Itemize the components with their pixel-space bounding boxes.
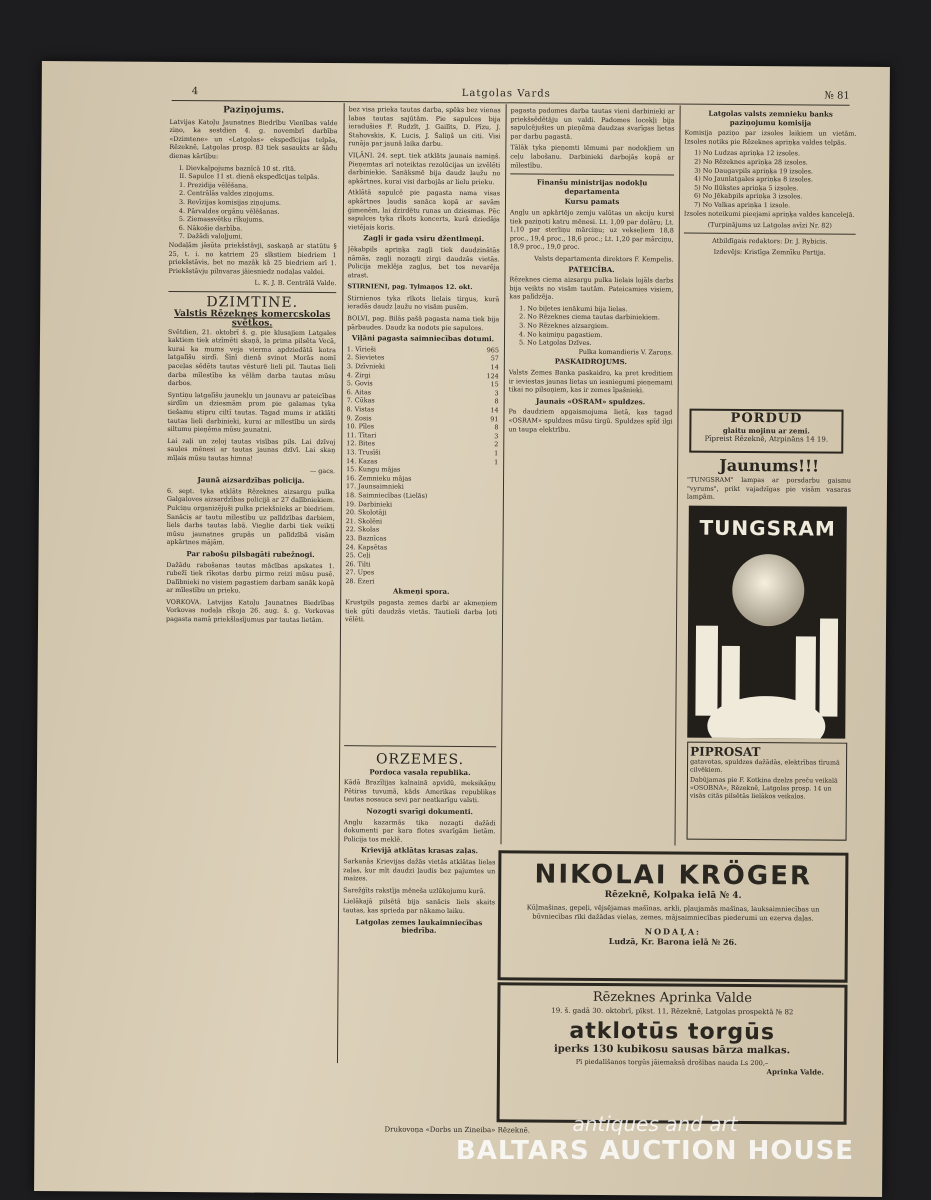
list-item: 26. Tilti	[345, 559, 371, 569]
list-item: 7) No Valkas apriņķa 1 izsole.	[693, 200, 791, 210]
table-cell-name: 9. Zosis	[346, 413, 372, 422]
ad-porduda	[689, 409, 843, 454]
article-subheading: Par rabošu pilsbagāti rubežnogi.	[186, 548, 315, 559]
section-rule	[344, 745, 496, 747]
article-subheading: Kursu pamats	[564, 197, 620, 207]
table-cell-value: 57	[490, 354, 499, 363]
list-item: 20. Skolotāji	[345, 508, 387, 517]
ad-piprosat-text-2: Dabūjamas pie F. Kotkina dzelzs preču veikalā «OSOBNA», Rēzeknē, Latgolas prosp. 14 un visās citās pilsētās lielākos veikalos.	[689, 776, 838, 801]
article-text: Angļu un apkārtējo zemju valūtas un akciju kursi tiek paziņoti katru mēnesi. Lt. 1,09 par dolāru; Lt. 1,10 par sterliņu mārciņu; uz vekseļiem 18,8 proc., 19,4 proc., 18,6 proc.; Lt. 1,20 par mārciņu, 18,9 proc., 19,0 proc.	[509, 208, 674, 252]
tungsram-logo-text: TUNGSRAM	[699, 515, 836, 541]
article-text: Syntiņu latgalīšu jaunekļu un jaunavu ar pateicības sirdīm un dziesmām prom pie galamas tyka tiešamu stipru ciltī tautas. Tagad mums ir atklāti tautas lieli darbinieki, kurai ar mīlestību un sirds siltumu pieņēma mūsu jaunatni.	[167, 390, 336, 434]
list-item: II. Sapulce 11 st. dienā ekspedīcijas telpās.	[179, 172, 320, 182]
watermark-line-1: antiques and art	[572, 1112, 738, 1136]
list-item: 21. Skolēni	[345, 516, 383, 526]
kroger-text: Kūļmašinas, gepeļi, vējsējamas mašīnas, arkli, pļaujamās mašīnas, lauksaimniecības un būvniecības rīki dažādas vielas, zemes, mājsaimniecības piederumi un ezerva daļas.	[526, 903, 820, 923]
list-item: 6. Nākošie darbība.	[178, 223, 243, 233]
list-item: 4) No Jaunlatgales apriņķa 8 izsoles.	[694, 174, 813, 184]
table-cell-name: 5. Govis	[346, 379, 373, 388]
ad-kroger	[498, 850, 849, 982]
list-item: 16. Zemnieku mājas	[346, 473, 412, 483]
article-text: Komisija paziņo par izsoles laikiem un vietām. Izsoles notiks pie Rēzeknes apriņķa valdes telpās.	[684, 128, 857, 147]
aprinka-subtitle: iperks 130 kubikosu sausas bārza malkas.	[553, 1043, 791, 1057]
table-cell-name: 2. Sievietes	[346, 353, 385, 362]
table-cell-value: 3	[494, 389, 499, 398]
article-text: Kādā Brazīlijas kalnainā apvidū, meksikāņu Pētiras tuvumā, kāds Amerikas republikas tautas nosauca sevi par neatkarīgu valsti.	[343, 778, 496, 805]
article-subheading: Jaunais «OSRAM» spuldzes.	[535, 396, 646, 407]
aprinka-title: Rēzeknes Aprinka Valde	[592, 989, 753, 1007]
list-item: 7. Dažādi valoļjumi.	[178, 232, 243, 241]
ad-porduda-address: Pīpreist Rēzeknē, Atrpināns 14 19.	[704, 434, 829, 444]
list-item: 3. No Rēzeknes aizsargiem.	[519, 321, 609, 331]
page-number: 4	[191, 86, 199, 98]
article-subheading: Jaunā aizsardzības policija.	[197, 475, 305, 486]
table-cell-value: 8	[494, 397, 499, 406]
article-signature: Valsts departamenta direktors F. Kempelis.	[534, 254, 674, 264]
article-text: Tālāk tyka pieņemti lēmumi par nodokļiem un ceļu labošanu. Darbinieki darbojās kopā ar mīlestību.	[510, 143, 675, 170]
list-item: 3) No Daugavpils apriņķa 19 izsoles.	[694, 166, 814, 176]
section-title-orzemes: ORZEMES.	[376, 751, 465, 769]
article-text: Krustpils pagasta zemes darbi ar akmeņiem tiek gūti daudzās vietās. Tautieši darba ļoti vēlēti.	[345, 598, 498, 624]
section-rule	[168, 291, 336, 293]
table-cell-value: 14	[490, 406, 499, 415]
list-item: 22. Skolas	[345, 525, 380, 534]
article-headline: Valstis Rēzeknes komercskolas svētkos.	[173, 309, 331, 329]
list-item: 25. Ceļi	[345, 551, 371, 560]
table-cell-name: 1. Vīrieši	[346, 345, 376, 354]
table-cell-name: 8. Vistas	[346, 405, 375, 414]
editor-line: Atbildīgais redaktors: Dr. J. Rybicis.	[712, 236, 828, 246]
list-item: 1. No biļetes ienākumi bija lielas.	[519, 304, 628, 314]
table-cell-value: 965	[486, 346, 499, 355]
article-text: pagasta padomes darba tautas vieni darbinieki ar priekšsēdētāju un valdi. Padomes locekļi bija sapulcējušies un pieņēma daudzas svarīgas lietas par darbu pagastā.	[510, 106, 675, 141]
aprinka-big-title: atklotūs torgūs	[569, 1018, 776, 1046]
article-text: VIĻĀNI. 24. sept. tiek atklāts jaunais namiņš. Pieņemtas arī noteiktas rezolūcijas un izvēlēti darbiniekie. Sanāksmē bija daudz ļaužu no apkārtnes, kurai visi darbojās ar lielu prieku.	[348, 151, 501, 186]
building-icon	[819, 618, 838, 716]
article-text: (Turpinājums uz Latgolas avīzi Nr. 82)	[707, 220, 832, 230]
article-text: Sarkanās Krievijas dažās vietās atklātas lielas zaļas, kur mīt daudzi ļaudis bez pajumtes un maizes.	[343, 857, 496, 883]
table-cell-name: 7. Cūkas	[346, 396, 375, 405]
column-1	[163, 104, 338, 1115]
article-text: Lai zaļi un zeļoj tautas visības pils. Lai dzīvoj sauļes mēnesi ar tautas jaunas dzīvī. Lai skaņ mīļais mūsu tautas himna!	[167, 436, 336, 463]
table-cell-name: 3. Dzīvnieki	[346, 362, 385, 371]
table-title: Viļāni pagasta saimniecības dotumi.	[351, 333, 495, 344]
statistics-list	[345, 465, 498, 586]
list-item: 4. No kaimiņu pagastiem.	[519, 330, 603, 339]
list-item: 24. Kapsētas	[345, 542, 388, 551]
list-item: 17. Jaunsaimnieki	[345, 482, 404, 491]
ad-piprosat-title: PIPROSAT	[690, 744, 761, 760]
list-item: 5) No Ilūkstes apriņķa 5 izsoles.	[694, 183, 799, 193]
article-subheading: Finanšu ministrijas nodokļu departamenta	[536, 177, 648, 196]
kroger-address: Rēzeknē, Kolpaka ielā № 4.	[604, 890, 742, 901]
list-item: 1) No Ludzas apriņķa 12 izsoles.	[694, 148, 801, 158]
article-subheading: Akmeņi spora.	[392, 586, 450, 597]
notice-text: Latvijas Katoļu Jaunatnes Biedrību Vienības valde ziņo, ka sestdien 4. g. novembrī darbība «Dzimtene» un «Latgolas» ekspedīcijas telpās, Rēzeknē, Latgolas prosp. 83 tiek sasaukts ar šādu dienas kārtību:	[169, 117, 338, 161]
article-signature: Pulka komandieris V. Zaroņs.	[578, 347, 673, 357]
article-text: Stirnienos tyka rīkots lielais tirgus, kurā ieradās daudz ļaužu no visām pusēm.	[347, 294, 500, 312]
list-item: 3. Revīzijas komisijas ziņojums.	[178, 197, 281, 207]
column-3	[506, 106, 675, 842]
article-text: bez visa prieka tautas darba, spēks bez vienas labas tautas sajūtām. Pie sapulces bija ieradušies F. Rudzīt, J. Gailīts, D. Pīzu, J. Stahovskis, K. Lucis, J. Šaliņš un citi. Visi runāja par jaunā laika darbu.	[348, 105, 501, 149]
table-cell-value: 2	[494, 440, 499, 449]
section-rule	[684, 232, 856, 234]
publisher-line: Izdevējs: Kristīga Zemnīku Partija.	[713, 248, 826, 257]
table-cell-value: 8	[494, 423, 499, 432]
table-cell-name: 13. Trusīši	[346, 448, 381, 457]
section-rule	[510, 173, 674, 175]
ad-porduda-title: PORDUD	[730, 410, 803, 427]
table-cell-name: 14. Kazas	[346, 456, 378, 465]
list-item: 15. Kungu mājas	[346, 465, 401, 474]
ad-aprinka	[497, 982, 848, 1124]
table-cell-name: 10. Pīles	[346, 422, 375, 431]
list-item: 2. No Rēzeknes ciema tautas darbiniekiem.	[519, 312, 660, 322]
article-text: Lielākajā pilsētā bija sanācis liels skaits tautas, kas sprieda par nākamo laiku.	[343, 897, 496, 915]
article-text: 6. sept. tyka atklāts Rēzeknes aizsargu pulka Galgaloves aizsardzības policijā ar 27 daļībniekiem. Pulciņu organizējuši pulka priekšnieks ar biedriem. Sanācis ar tautu mīlestību uz palīdzības darbiem, liels darbs tautas labā. Vieglie darbi tiek veikti mūsu jaunatnes grupās un palīdzībā visām apkārtnes mājām.	[166, 486, 335, 547]
ad-jaunums-title: Jaunums!!!	[719, 455, 820, 476]
list-item: I. Dievkalpojums baznīcā 10 st. rītā.	[179, 163, 296, 173]
column-divider	[674, 106, 680, 846]
article-text: Sarežģīts rakstīja mēneša uzlūkojumu kurā.	[343, 885, 486, 895]
article-text: Jēkabpils apriņķa zagļi tiek daudzinātās nāmās, zagļi nozagti zirgi daudzās vietās. Policija meklēja zagļus, bet tos nevarēja atrast.	[347, 245, 500, 280]
table-cell-value: 1	[494, 457, 499, 466]
notice-text-2: Nodaļām jāsūta priekšstāvji, saskaņā ar statūtu § 25, t. i. no katriem 25 sīkstiem biedriem 1 priekšstāvis, bet no mazāk kā 25 biedriem arī 1. Priekšstāvju pilnvaras jāiesniedz nodaļas valdei.	[168, 240, 337, 276]
article-subheading: Pordoca vasala republika.	[369, 766, 471, 777]
watermark	[440, 1112, 870, 1172]
article-text: Izsoles noteikumi pieejami apriņķa valdes kancelejā.	[683, 209, 855, 219]
article-text: STIRNIENI, pag. Tylmaņos 12. okt.	[347, 282, 473, 292]
section-title-dzimtine: DZIMTINE.	[206, 294, 299, 311]
ad-jaunums-text: "TUNGSRAM" lampas ar porsdarbu gaismu "vyrums", prikt vajadzīgas pie visām vasaras lampām.	[686, 475, 852, 501]
orzemes-section	[342, 749, 496, 1105]
ad-piprosat	[687, 742, 848, 841]
aprinka-text: 19. š. gadā 30. oktobrī, pīkst. 11, Rēzeknē, Latgolas prospektā № 82	[551, 1006, 794, 1017]
list-item: 18. Saimniecības (Lielās)	[345, 491, 428, 500]
table-cell-value: 1	[494, 449, 499, 458]
table-cell-value: 124	[486, 371, 499, 380]
column-2	[344, 105, 500, 746]
list-item: 1. Prezidija vēlēšana.	[179, 180, 249, 190]
notice-signature: L. K. J. B. Centrālā Valde.	[254, 278, 337, 288]
article-text: BOLVI, pag. Bilās pašā pagasta nama tiek bija pārbaudes. Daudz ka nodots pie sapulces.	[347, 314, 500, 332]
article-text: Valsts Zemes Banka paskaidro, ka pret kreditiem ir ieviestas jaunas lietas un iesniegumi pieņemami tikai no pilsoņiem, kas ir zemes īpašnieki.	[508, 368, 673, 395]
column-4	[683, 108, 857, 399]
kroger-branch-label: NODAĻA:	[644, 926, 702, 937]
article-signature: — gacs.	[309, 466, 336, 475]
list-item: 6) No Jēkabpils apriņķa 3 izsoles.	[694, 191, 803, 201]
table-cell-value: 3	[494, 432, 499, 441]
article-text: VORKOVA. Latvijas Katoļu Jaunatnes Biedrības Vorkovas nodaļa rīkoja 26. aug. š. g. Vorkovas pagasta namā priekšlasījumus par tautas lietām.	[166, 597, 335, 625]
list-item: 2) No Rēzeknes apriņķa 28 izsoles.	[694, 157, 808, 167]
article-subheading: PATEICĪBA.	[568, 264, 615, 274]
issue-number: № 81	[824, 90, 850, 102]
light-bulb-icon	[732, 554, 805, 627]
list-item: 2. Centrālās valdes ziņojums.	[179, 189, 275, 199]
newspaper-page	[34, 61, 890, 1197]
article-text: Rēzeknes ciema aizsargu pulka lielais lojāls darbs bija veikts no visām tautām. Pateicamies visiem, kas palīdzēja.	[509, 275, 674, 301]
list-item: 28. Ezeri	[345, 577, 375, 586]
kroger-branch-address: Ludzā, Kr. Barona ielā № 26.	[608, 936, 737, 947]
notice-title: Paziņojums.	[223, 105, 285, 116]
article-subheading: Nozogti svarīgi dokumenti.	[366, 806, 474, 817]
paper-name: Latgolas Vards	[461, 87, 551, 100]
kroger-name: NIKOLAI KRÖGER	[534, 859, 813, 892]
table-cell-name: 11. Tītari	[346, 430, 377, 440]
aprinka-text-2: Pī piedalīšanos torgūs jāiemaksā drošības nauda Ls 200,–	[575, 1057, 769, 1068]
ad-tungsram	[687, 506, 847, 739]
list-item: 19. Darbinieki	[345, 499, 393, 509]
printer-line: Drukovoņa «Dorbs un Zineiba» Rēzeknē.	[384, 1125, 531, 1135]
article-text: Pa daudziem apgaismojuma lietā, kas tagad «OSRAM» spuldzes mūsu tirgū. Spuldzes spīd ilgi un taupa elektrību.	[508, 407, 673, 434]
ad-piprosat-text: gatavotas, spuldzes dažādās, elektrības tīrumā cilvēkiem.	[689, 758, 840, 774]
article-text: Dažādu rabošanas tautas mācības apskates 1. rubežī tiek rīkotas darbu pirmo reizi mūsu pusē. Dalībnieki no visiem pagastiem darbam sanāk kopā ar mīlestību un prieku.	[166, 560, 335, 595]
article-subheading: PASKAIDROJUMS.	[554, 357, 627, 367]
watermark-line-2: BALTARS AUCTION HOUSE	[455, 1136, 855, 1166]
article-subheading: Latgolas valsts zemnieku banks paziņojumu komisija	[708, 108, 833, 128]
aprinka-signature: Aprinka Valde.	[766, 1067, 824, 1077]
table-cell-name: 4. Zirgi	[346, 370, 371, 379]
article-text: Atklātā sapulcē pie pagasta nama visas apkārtnes ļaudis sanāca kopā ar savām ģimenēm, lai dzirdētu runas un dziesmas. Pēc sapulces tyka rīkots koncerts, kurā dziedāja vietējais koris.	[347, 188, 501, 232]
table-cell-value: 15	[490, 380, 499, 389]
list-item: 4. Pārvaldes orgānu vēlēšanas.	[178, 206, 280, 216]
building-icon	[695, 626, 718, 716]
article-subheading: Krievijā atklātas krasas zaļas.	[360, 845, 479, 856]
list-item: 27. Upes	[345, 568, 375, 577]
ad-porduda-line: glaitu mojinu ar zemi.	[722, 425, 810, 436]
article-text: Angļu kazarmās tika nozagti dažādi dokumenti par kara flotes svarīgām lietām. Policija tos meklē.	[343, 817, 496, 844]
statistics-table	[346, 345, 499, 466]
article-subheading: Zagļi ir gada vsiru džentlmeņi.	[363, 233, 485, 244]
table-cell-value: 91	[490, 414, 499, 423]
article-subheading: Latgolas zemes laukaimniecības biedrība.	[355, 916, 483, 935]
list-item: 23. Baznīcas	[345, 534, 387, 543]
table-cell-value: 14	[490, 363, 499, 372]
list-item: 5. No Latgolas Dzīves.	[518, 338, 592, 348]
list-item: 5. Ziemassvētku rīkojums.	[178, 215, 264, 224]
table-cell-name: 6. Aitas	[346, 388, 372, 397]
article-text: Svētdien, 21. oktobrī š. g. pie klusajiem Latgales kaktiem tiek atzīmēti skaņā, la prima pilsēta Vecā, kurai ka mums veja vierma apdziedātā kotra latgalīšu sirdī. Šīnī dienā svinot Morās nomī paceļas sēdēts tautas vēsturē lieli pil. Tautas lieli darba mīlestība ka vēlām darba tautas mūsu darbos.	[167, 327, 337, 388]
table-cell-name: 12. Bites	[346, 439, 375, 448]
